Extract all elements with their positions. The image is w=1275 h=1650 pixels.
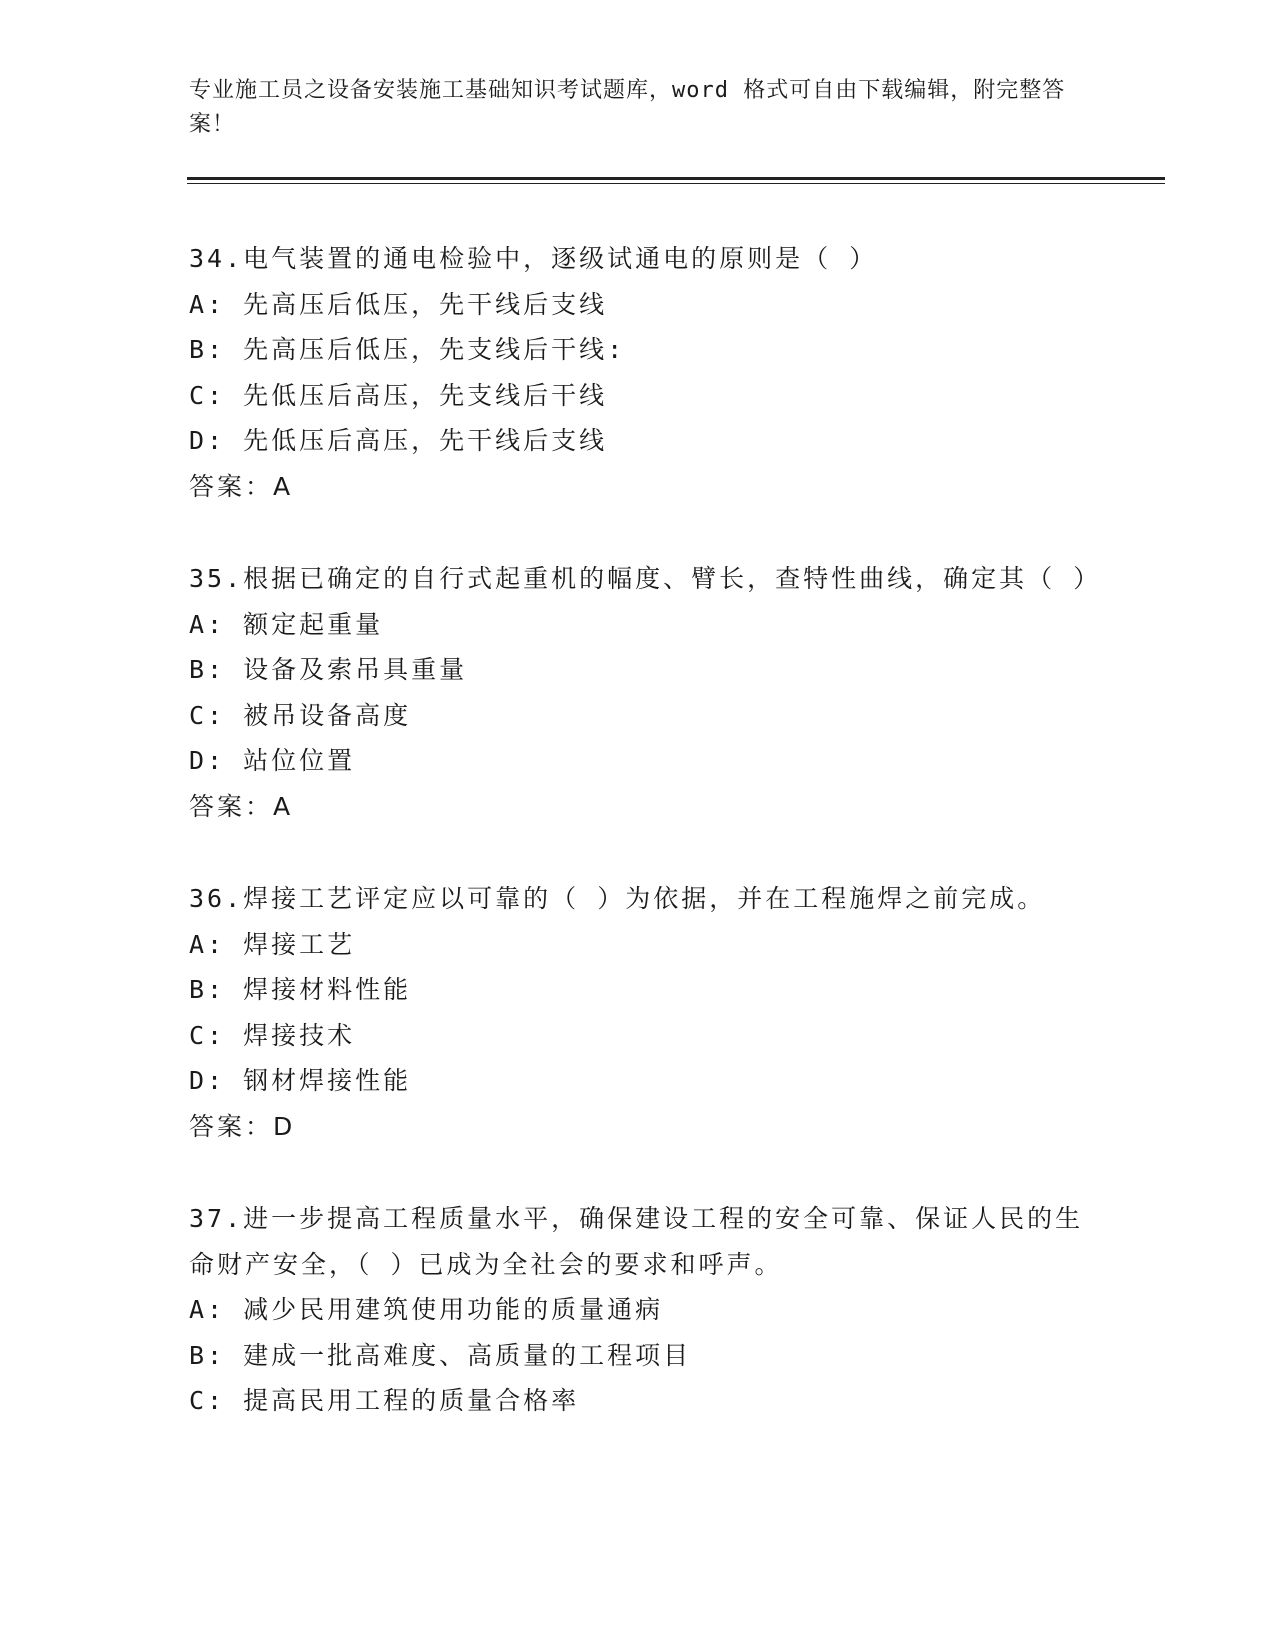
question-stem: 36.焊接工艺评定应以可靠的（ ）为依据，并在工程施焊之前完成。: [189, 884, 1046, 913]
option-d: D: 站位位置: [189, 746, 356, 775]
option-a: A: 额定起重量: [189, 609, 384, 639]
question-34: [189, 236, 1089, 509]
question-stem: 34.电气装置的通电检验中，逐级试通电的原则是（ ）: [189, 244, 878, 273]
option-a: A: 减少民用建筑使用功能的质量通病: [189, 1295, 664, 1324]
question-list: [189, 236, 1102, 1471]
question-35: [189, 556, 1102, 829]
option-d: D: 钢材焊接性能: [189, 1066, 412, 1095]
option-b: B: 建成一批高难度、高质量的工程项目: [189, 1340, 692, 1370]
option-b: B: 焊接材料性能: [189, 975, 412, 1004]
option-b: B: 先高压后低压，先支线后干线:: [189, 335, 626, 364]
option-a: A: 先高压后低压，先干线后支线: [189, 289, 608, 319]
header-divider-thick: [187, 177, 1165, 180]
answer-line: 答案：A: [189, 791, 294, 821]
question-36: [189, 876, 1089, 1149]
option-c: C: 先低压后高压，先支线后干线: [189, 380, 608, 410]
question-stem: 37.进一步提高工程质量水平，确保建设工程的安全可靠、保证人民的生命财产安全，（ ）已成为全社会的要求和呼声。: [189, 1204, 1084, 1279]
header-divider-thin: [187, 183, 1165, 184]
header-title: 专业施工员之设备安装施工基础知识考试题库，word 格式可自由下载编辑，附完整答案！: [189, 78, 1066, 137]
option-a: A: 焊接工艺: [189, 929, 356, 959]
option-c: C: 被吊设备高度: [189, 700, 412, 730]
answer-line: 答案：D: [189, 1111, 296, 1141]
question-37: [189, 1196, 1089, 1424]
answer-line: 答案：A: [189, 471, 294, 501]
question-stem: 35.根据已确定的自行式起重机的幅度、臂长，查特性曲线，确定其（ ）: [189, 564, 1102, 593]
option-c: C: 焊接技术: [189, 1020, 356, 1050]
document-header: [189, 74, 1089, 142]
option-b: B: 设备及索吊具重量: [189, 655, 468, 684]
option-c: C: 提高民用工程的质量合格率: [189, 1386, 580, 1415]
option-d: D: 先低压后高压，先干线后支线: [189, 426, 608, 455]
